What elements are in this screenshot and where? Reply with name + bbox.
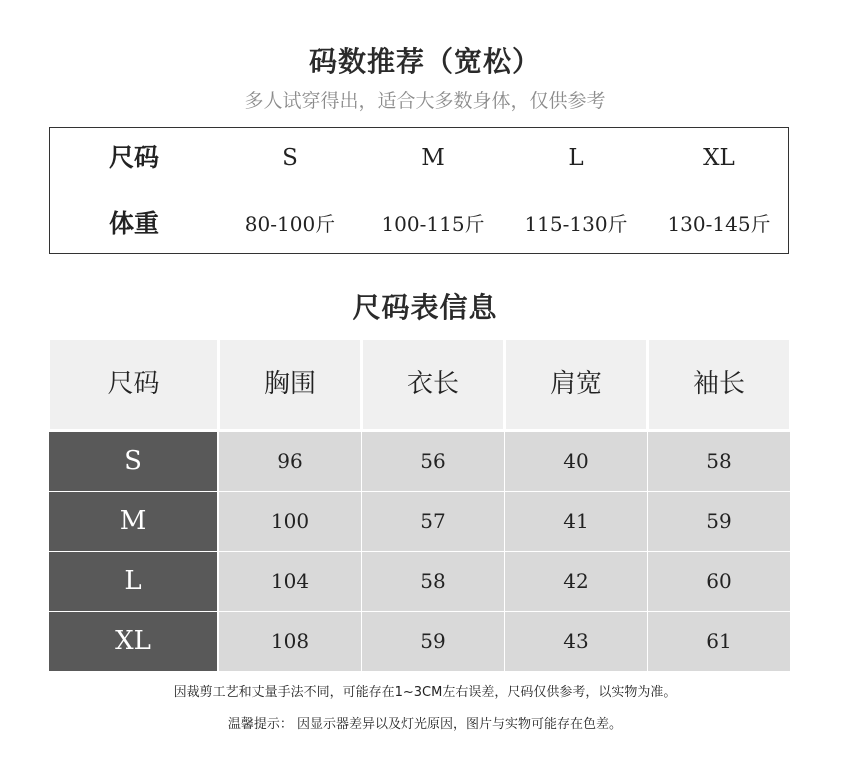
rec-weight: 100-115斤 bbox=[381, 212, 485, 236]
table-cell: 61 bbox=[648, 612, 790, 671]
recommend-subtitle: 多人试穿得出，适合大多数身体，仅供参考 bbox=[244, 90, 606, 112]
recommend-title: 码数推荐（宽松） bbox=[308, 45, 541, 78]
table-row bbox=[49, 612, 790, 671]
table-cell: 58 bbox=[648, 432, 790, 491]
table-cell: 58 bbox=[362, 552, 504, 611]
table-row bbox=[49, 432, 790, 491]
size-cell: XL bbox=[49, 612, 217, 671]
table-cell: 42 bbox=[505, 552, 647, 611]
table-header-cell: 袖长 bbox=[649, 340, 789, 429]
table-cell: 100 bbox=[219, 492, 361, 551]
table-header-cell: 衣长 bbox=[363, 340, 503, 429]
table-cell: 57 bbox=[362, 492, 504, 551]
table-cell: 108 bbox=[219, 612, 361, 671]
rec-size: S bbox=[282, 145, 298, 171]
table-cell: 104 bbox=[219, 552, 361, 611]
size-cell: L bbox=[49, 552, 217, 611]
table-cell: 56 bbox=[362, 432, 504, 491]
size-cell: S bbox=[49, 432, 217, 491]
table-row bbox=[49, 552, 790, 611]
table-header-cell: 尺码 bbox=[50, 340, 217, 429]
table-row bbox=[49, 492, 790, 551]
weight-label: 体重 bbox=[108, 209, 159, 238]
recommend-table bbox=[49, 127, 789, 254]
table-header-cell: 肩宽 bbox=[506, 340, 646, 429]
table-cell: 40 bbox=[505, 432, 647, 491]
rec-weight: 115-130斤 bbox=[524, 212, 628, 236]
measurement-note: 因裁剪工艺和丈量手法不同，可能存在1~3CM左右误差，尺码仅供参考，以实物为准。 bbox=[173, 685, 677, 700]
rec-weight: 80-100斤 bbox=[244, 212, 336, 236]
table-cell: 41 bbox=[505, 492, 647, 551]
table-header-cell: 胸围 bbox=[220, 340, 360, 429]
rec-size: L bbox=[568, 145, 584, 171]
table-cell: 60 bbox=[648, 552, 790, 611]
table-cell: 59 bbox=[362, 612, 504, 671]
size-table-title: 尺码表信息 bbox=[352, 291, 498, 324]
table-cell: 59 bbox=[648, 492, 790, 551]
table-cell: 96 bbox=[219, 432, 361, 491]
rec-size: M bbox=[421, 145, 445, 171]
color-note: 温馨提示： 因显示器差异以及灯光原因，图片与实物可能存在色差。 bbox=[227, 717, 623, 732]
size-cell: M bbox=[49, 492, 217, 551]
size-label: 尺码 bbox=[108, 143, 159, 172]
weight-row bbox=[50, 194, 788, 254]
table-cell: 43 bbox=[505, 612, 647, 671]
rec-weight: 130-145斤 bbox=[667, 212, 771, 236]
rec-size: XL bbox=[703, 145, 735, 171]
size-row bbox=[50, 128, 788, 188]
